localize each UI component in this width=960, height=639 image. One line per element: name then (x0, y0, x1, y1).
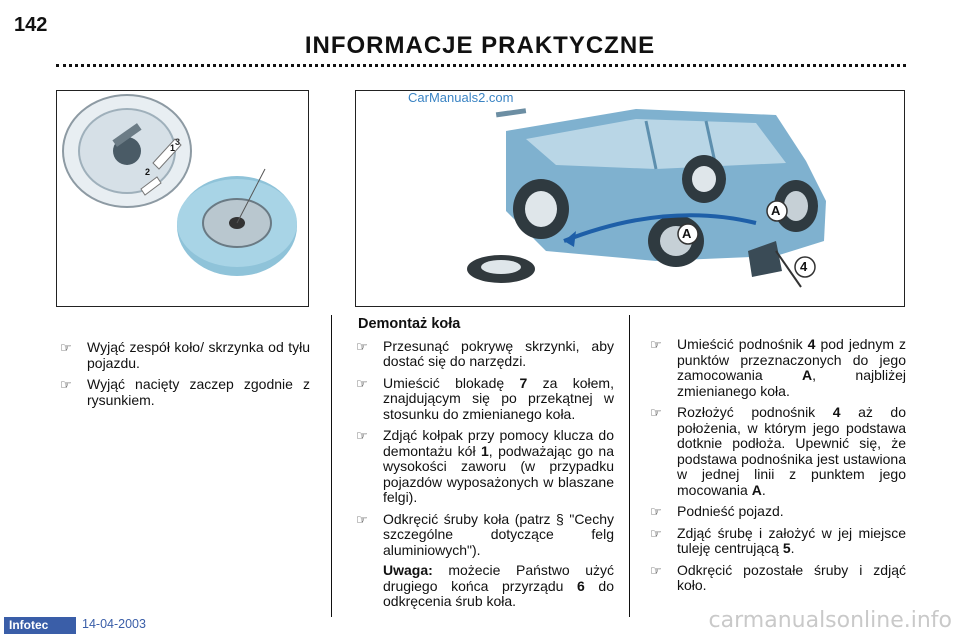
callout-3: 3 (175, 137, 181, 147)
infotec-badge: Infotec (4, 617, 76, 634)
list-item: ☞ Przesunąć pokrywę skrzynki, aby dostać się do narzędzi. (356, 337, 614, 369)
list-item: ☞ Odkręcić śruby koła (patrz § "Cechy szczególne dotyczące felg aluminiowych"). (356, 510, 614, 558)
site-watermark: carmanualsonline.info (708, 608, 952, 633)
list-item: ☞ Zdjąć kołpak przy pomocy klucza do demontażu kół 1, podważając go na wysokości zaworu (w przypadku pojazdów wyposażonych w blaszane felgi). (356, 427, 615, 505)
column-divider (629, 315, 630, 617)
section-title: Demontaż koła (358, 316, 461, 332)
hand-pointer-icon: ☞ (650, 525, 662, 541)
callout-1: 1 (170, 143, 176, 153)
hand-pointer-icon: ☞ (356, 428, 368, 443)
column-1 (60, 340, 310, 414)
note: Uwaga: możecie Państwo użyć drugiego końca przyrządu 6 do odkręcenia śrub koła. (383, 562, 614, 609)
footer-date: 14-04-2003 (82, 617, 146, 631)
hand-pointer-icon: ☞ (650, 562, 662, 578)
car-jack-illustration (355, 90, 905, 307)
callout-a-front: A (682, 226, 692, 241)
dotted-divider (56, 64, 906, 67)
list-item: ☞ Podnieść pojazd. (650, 503, 784, 519)
list-item: ☞ Rozłożyć podnośnik 4 aż do położenia, w którym jego podstawa dotknie podłoża. Upewnić się, że podstawa podnośnika jest ustawiona w jednej linii z punktem jego mocowania A. (650, 404, 906, 498)
list-item: ☞ Zdjąć śrubę i założyć w jej miejsce tuleję centrującą 5. (650, 524, 906, 556)
hand-pointer-icon: ☞ (60, 340, 72, 355)
callout-2: 2 (145, 167, 151, 177)
page-title: INFORMACJE PRAKTYCZNE (304, 32, 656, 59)
hand-pointer-icon: ☞ (60, 377, 72, 392)
list-item: ☞ Umieścić podnośnik 4 pod jednym z punktów przeznaczonych do jego zamocowania A, najbliżej zmienianego koła. (650, 336, 906, 399)
hand-pointer-icon: ☞ (650, 337, 662, 352)
column-divider (331, 315, 332, 617)
hand-pointer-icon: ☞ (356, 375, 368, 391)
page-number: 142 (14, 14, 48, 36)
callout-4: 4 (800, 259, 808, 274)
spare-wheel-illustration (56, 90, 309, 307)
list-item: ☞ Umieścić blokadę 7 za kołem, znajdującym się po przekątnej w stosunku do zmienianego koła. (356, 374, 614, 422)
hand-pointer-icon: ☞ (356, 338, 368, 354)
list-item: ☞ Odkręcić pozostałe śruby i zdjąć koło. (650, 561, 906, 593)
list-item: ☞ Wyjąć zespół koło/ skrzynka od tyłu pojazdu. (60, 339, 310, 371)
column-3 (650, 337, 906, 600)
list-item: ☞ Wyjąć nacięty zaczep zgodnie z rysunkiem. (60, 376, 310, 408)
column-2 (356, 317, 614, 610)
hand-pointer-icon: ☞ (650, 405, 662, 420)
hand-pointer-icon: ☞ (650, 504, 662, 519)
callout-a-rear: A (771, 203, 781, 218)
hand-pointer-icon: ☞ (356, 511, 368, 527)
image-watermark: CarManuals2.com (408, 90, 514, 105)
